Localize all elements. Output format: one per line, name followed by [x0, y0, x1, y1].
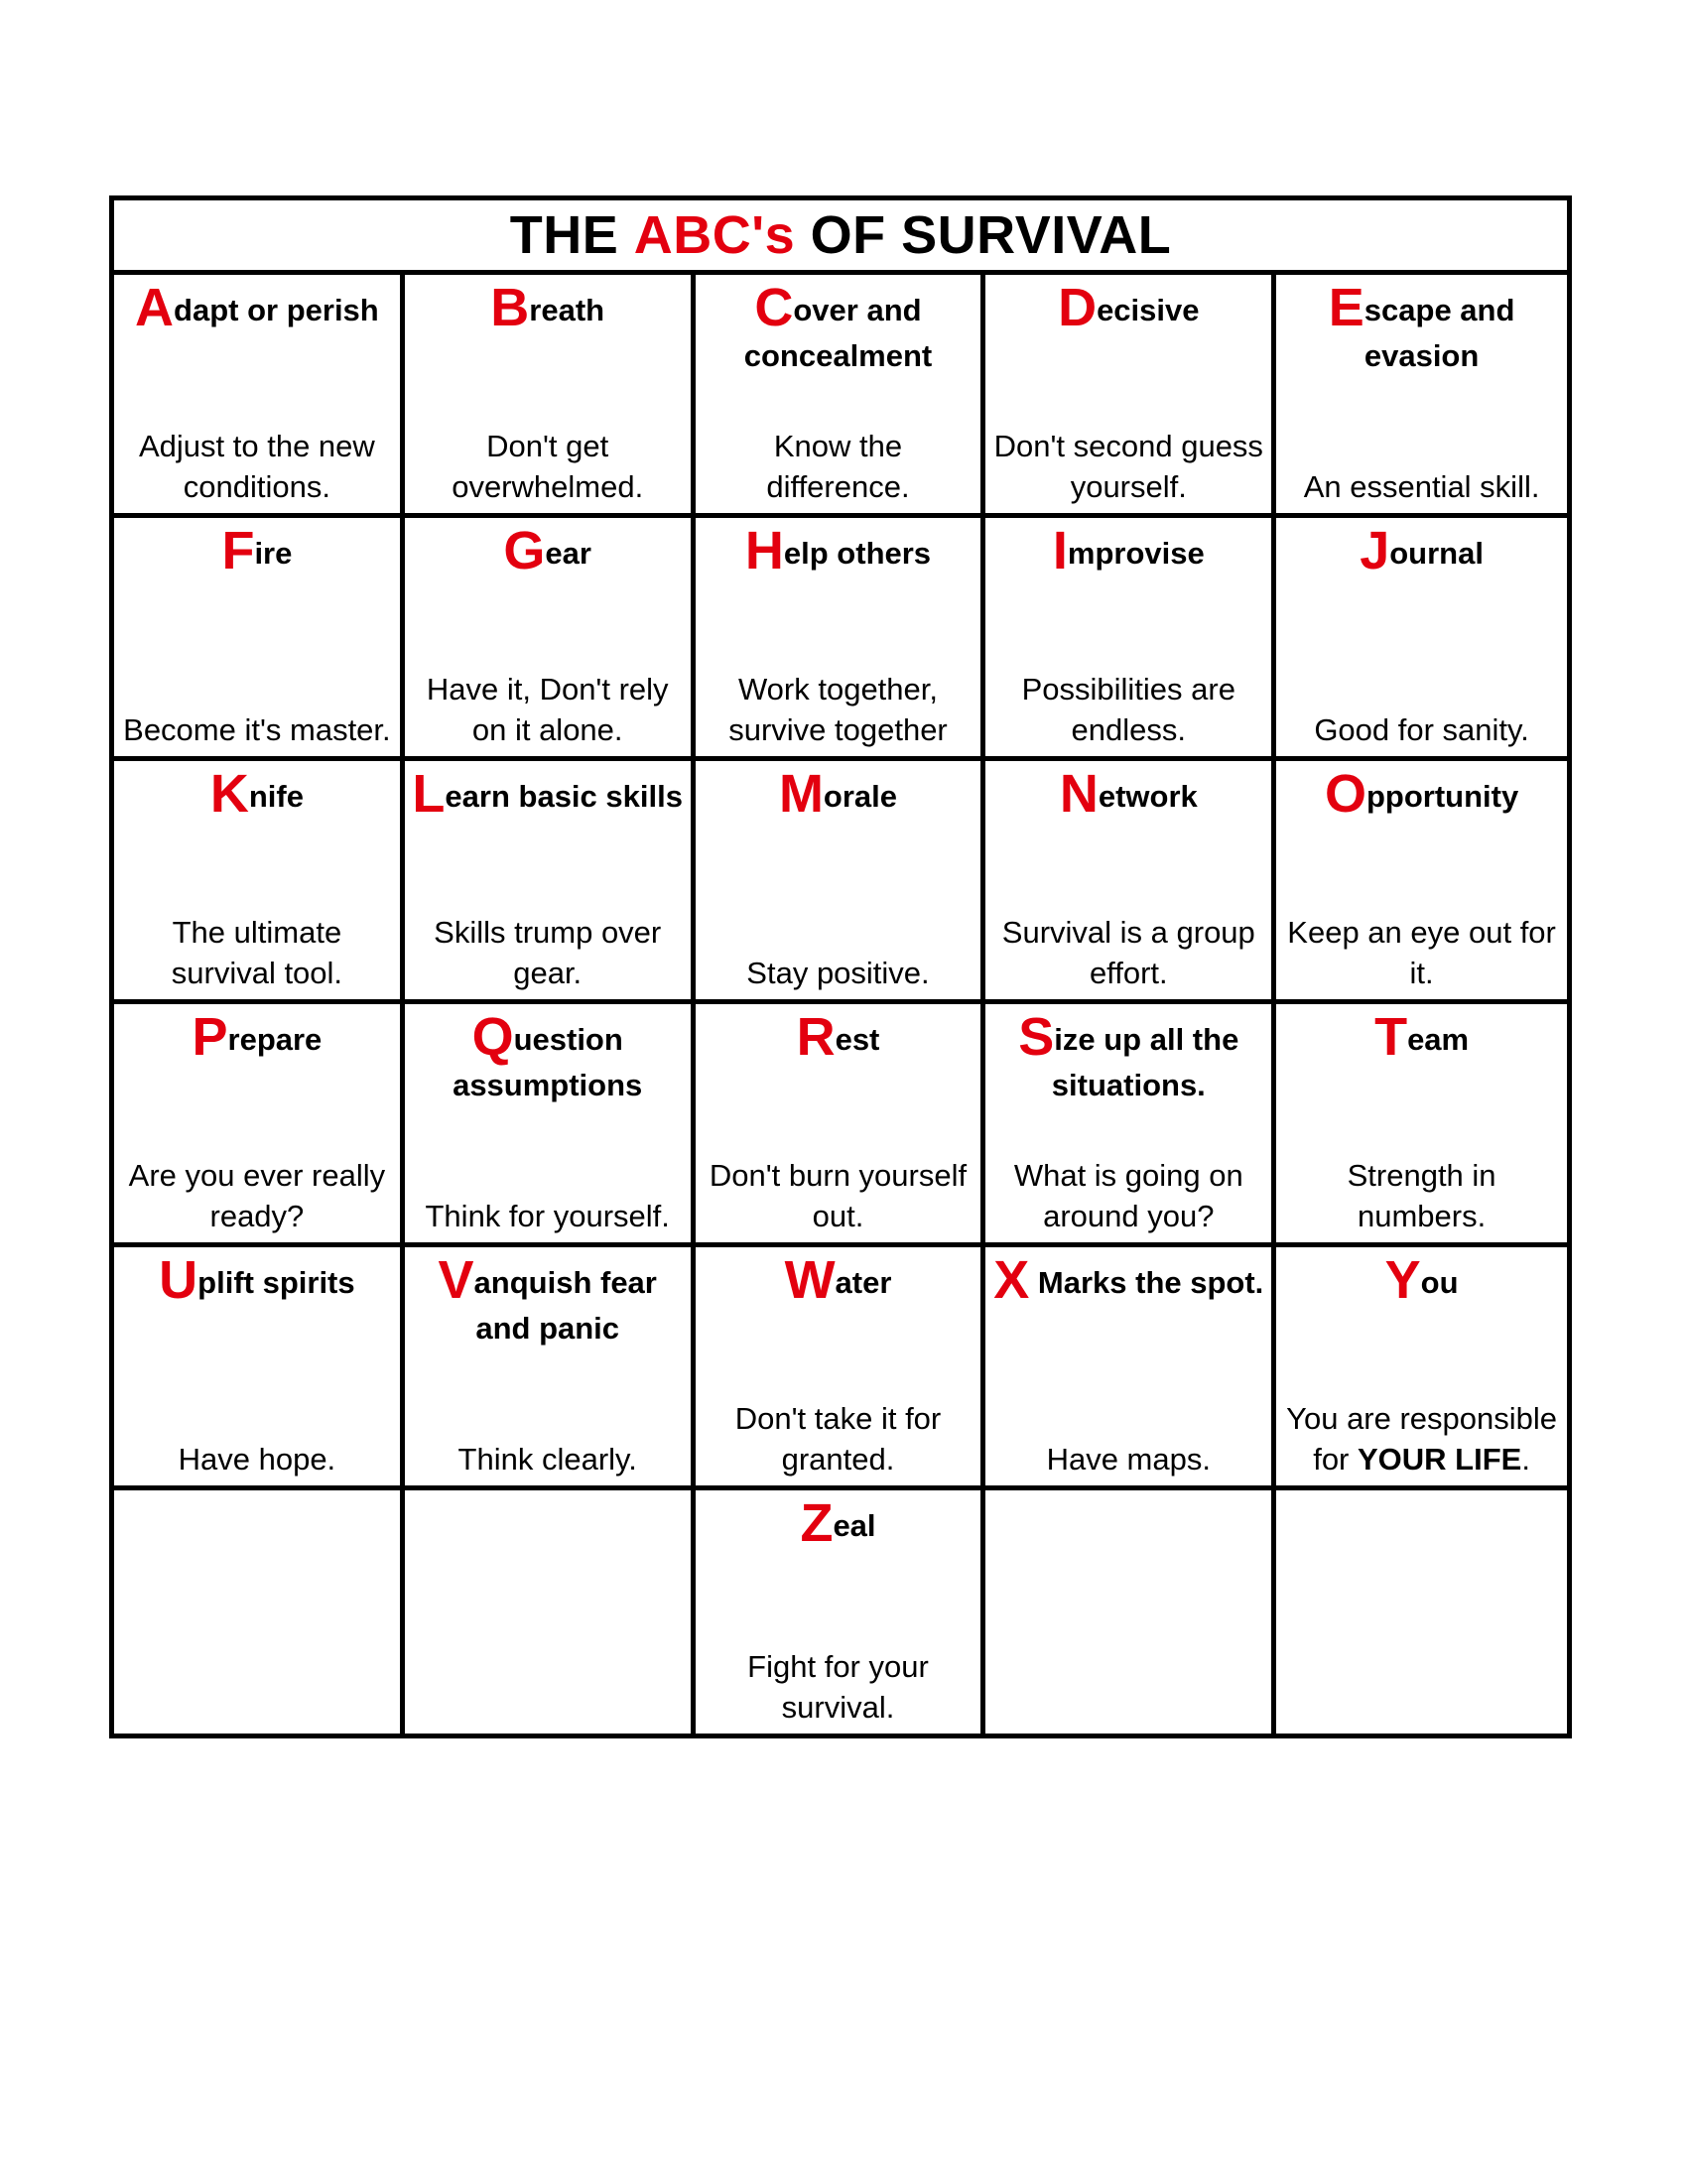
description-text: Know the difference.	[766, 429, 910, 504]
title-accent: ABC's	[633, 205, 796, 265]
cell-heading	[702, 278, 975, 379]
letter-cell-u	[114, 1247, 405, 1490]
empty-cell	[1276, 1490, 1567, 1734]
heading-rest: ear	[545, 536, 591, 571]
heading-initial-letter: X	[993, 1250, 1030, 1310]
description-text: Stay positive.	[746, 956, 930, 990]
page-title	[114, 200, 1567, 275]
description-text: Have hope.	[178, 1442, 336, 1477]
description-text: Work together, survive together	[728, 672, 948, 747]
description-text: Possibilities are endless.	[1021, 672, 1235, 747]
heading-rest: ecisive	[1097, 293, 1200, 327]
description-text: Have maps.	[1046, 1442, 1211, 1477]
cell-heading	[411, 764, 685, 824]
letter-cell-s	[985, 1004, 1276, 1247]
description-text: Think for yourself.	[425, 1199, 670, 1233]
letter-cell-f	[114, 518, 405, 761]
heading-rest: ou	[1420, 1265, 1459, 1300]
cell-description	[1282, 709, 1561, 750]
description-text: What is going on around you?	[1013, 1158, 1243, 1233]
cell-description	[411, 669, 685, 750]
cell-heading	[1282, 1250, 1561, 1310]
letter-cell-m	[696, 761, 986, 1004]
heading-rest: repare	[227, 1022, 323, 1057]
heading-initial-letter: U	[159, 1250, 198, 1310]
heading-rest: plift spirits	[197, 1265, 355, 1300]
heading-rest: ater	[835, 1265, 892, 1300]
cell-heading	[1282, 1007, 1561, 1067]
heading-initial-letter: C	[754, 278, 794, 337]
heading-rest: over and concealment	[743, 293, 933, 373]
heading-rest: est	[835, 1022, 880, 1057]
heading-rest: reath	[529, 293, 605, 327]
description-emphasis: YOUR LIFE	[1358, 1442, 1522, 1477]
heading-rest: pportunity	[1365, 779, 1519, 814]
cell-description	[702, 953, 975, 993]
cell-description	[411, 1196, 685, 1236]
heading-initial-letter: R	[796, 1007, 836, 1067]
heading-rest: orale	[823, 779, 898, 814]
heading-initial-letter: K	[209, 764, 249, 824]
letter-cell-c	[696, 275, 986, 518]
heading-initial-letter: Y	[1384, 1250, 1421, 1310]
description-text: Are you ever really ready?	[128, 1158, 386, 1233]
heading-rest: ire	[254, 536, 293, 571]
heading-rest: ize up all the situations.	[1051, 1022, 1247, 1102]
letter-cell-j	[1276, 518, 1567, 761]
cell-description	[411, 426, 685, 507]
description-text: You are responsible for	[1286, 1401, 1558, 1477]
description-text: Don't get overwhelmed.	[452, 429, 644, 504]
cell-heading	[991, 278, 1265, 337]
cell-description	[991, 669, 1265, 750]
heading-initial-letter: J	[1360, 521, 1390, 580]
description-text: Strength in numbers.	[1347, 1158, 1496, 1233]
heading-initial-letter: T	[1374, 1007, 1408, 1067]
heading-initial-letter: N	[1059, 764, 1099, 824]
letter-cell-q	[405, 1004, 696, 1247]
description-text: Become it's master.	[123, 712, 391, 747]
cell-description	[120, 709, 394, 750]
cell-description	[702, 1155, 975, 1236]
empty-cell	[405, 1490, 696, 1734]
heading-rest: mprovise	[1067, 536, 1205, 571]
letter-cell-d	[985, 275, 1276, 518]
cell-description	[991, 912, 1265, 993]
cell-description	[1282, 912, 1561, 993]
cell-description	[120, 912, 394, 993]
cell-description	[120, 1155, 394, 1236]
heading-rest: dapt or perish	[174, 293, 379, 327]
cell-description	[991, 426, 1265, 507]
cell-heading	[1282, 278, 1561, 379]
heading-initial-letter: O	[1324, 764, 1366, 824]
description-text: Adjust to the new conditions.	[138, 429, 375, 504]
heading-initial-letter: W	[784, 1250, 836, 1310]
cell-heading	[411, 1007, 685, 1108]
cell-heading	[1282, 521, 1561, 580]
heading-initial-letter: F	[221, 521, 255, 580]
letter-cell-n	[985, 761, 1276, 1004]
letter-cell-b	[405, 275, 696, 518]
cell-heading	[702, 521, 975, 580]
description-text: The ultimate survival tool.	[171, 915, 343, 990]
heading-initial-letter: H	[744, 521, 784, 580]
empty-cell	[114, 1490, 405, 1734]
heading-rest: ournal	[1389, 536, 1484, 571]
heading-rest: eam	[1407, 1022, 1470, 1057]
letter-cell-i	[985, 518, 1276, 761]
cell-heading	[120, 278, 394, 337]
heading-initial-letter: M	[778, 764, 824, 824]
abc-grid	[114, 275, 1567, 1734]
cell-description	[120, 1439, 394, 1479]
cell-heading	[1282, 764, 1561, 824]
letter-cell-e	[1276, 275, 1567, 518]
empty-cell	[985, 1490, 1276, 1734]
description-text: Fight for your survival.	[747, 1649, 929, 1725]
description-text: Survival is a group effort.	[1001, 915, 1255, 990]
description-tail: .	[1521, 1442, 1530, 1477]
heading-initial-letter: B	[490, 278, 530, 337]
heading-rest: earn basic skills	[445, 779, 683, 814]
cell-heading	[991, 764, 1265, 824]
cell-heading	[411, 278, 685, 337]
cell-heading	[991, 521, 1265, 580]
letter-cell-z	[696, 1490, 986, 1734]
cell-description	[702, 1646, 975, 1728]
letter-cell-a	[114, 275, 405, 518]
letter-cell-v	[405, 1247, 696, 1490]
heading-rest: eal	[833, 1508, 876, 1543]
letter-cell-o	[1276, 761, 1567, 1004]
description-text: Don't second guess yourself.	[993, 429, 1263, 504]
heading-initial-letter: V	[438, 1250, 474, 1310]
cell-heading	[411, 1250, 685, 1351]
cell-heading	[120, 521, 394, 580]
cell-description	[411, 912, 685, 993]
heading-initial-letter: D	[1058, 278, 1098, 337]
cell-description	[411, 1439, 685, 1479]
letter-cell-h	[696, 518, 986, 761]
cell-heading	[120, 1007, 394, 1067]
letter-cell-r	[696, 1004, 986, 1247]
heading-rest: uestion assumptions	[453, 1022, 643, 1102]
title-prefix: THE	[509, 205, 634, 265]
cell-heading	[702, 764, 975, 824]
heading-initial-letter: E	[1328, 278, 1364, 337]
description-text: Good for sanity.	[1314, 712, 1529, 747]
heading-rest: anquish fear and panic	[473, 1265, 666, 1346]
heading-initial-letter: I	[1052, 521, 1068, 580]
description-text: Don't take it for granted.	[734, 1401, 942, 1477]
letter-cell-t	[1276, 1004, 1567, 1247]
heading-initial-letter: G	[503, 521, 546, 580]
heading-rest: Marks the spot.	[1029, 1265, 1264, 1300]
title-suffix: OF SURVIVAL	[795, 205, 1172, 265]
description-text: Think clearly.	[457, 1442, 637, 1477]
cell-description	[1282, 466, 1561, 507]
letter-cell-p	[114, 1004, 405, 1247]
letter-cell-k	[114, 761, 405, 1004]
cell-description	[991, 1155, 1265, 1236]
cell-heading	[991, 1250, 1265, 1310]
cell-description	[991, 1439, 1265, 1479]
heading-initial-letter: A	[135, 278, 175, 337]
cell-heading	[702, 1493, 975, 1553]
heading-initial-letter: L	[412, 764, 446, 824]
cell-heading	[702, 1250, 975, 1310]
cell-heading	[120, 764, 394, 824]
description-text: An essential skill.	[1303, 469, 1540, 504]
cell-description	[702, 426, 975, 507]
heading-initial-letter: Q	[471, 1007, 514, 1067]
heading-initial-letter: Z	[800, 1493, 834, 1553]
cell-description	[1282, 1155, 1561, 1236]
letter-cell-g	[405, 518, 696, 761]
heading-rest: scape and evasion	[1363, 293, 1524, 373]
description-text: Have it, Don't rely on it alone.	[426, 672, 669, 747]
cell-description	[702, 669, 975, 750]
cell-heading	[702, 1007, 975, 1067]
cell-heading	[120, 1250, 394, 1310]
survival-abc-board	[109, 195, 1572, 1738]
heading-rest: etwork	[1098, 779, 1198, 814]
letter-cell-y	[1276, 1247, 1567, 1490]
description-text: Keep an eye out for it.	[1287, 915, 1556, 990]
letter-cell-x	[985, 1247, 1276, 1490]
cell-description	[1282, 1398, 1561, 1479]
cell-description	[702, 1398, 975, 1479]
heading-initial-letter: P	[192, 1007, 228, 1067]
letter-cell-w	[696, 1247, 986, 1490]
heading-rest: elp others	[783, 536, 932, 571]
cell-heading	[991, 1007, 1265, 1108]
cell-heading	[411, 521, 685, 580]
letter-cell-l	[405, 761, 696, 1004]
cell-description	[120, 426, 394, 507]
description-text: Skills trump over gear.	[434, 915, 662, 990]
heading-rest: nife	[248, 779, 304, 814]
description-text: Don't burn yourself out.	[709, 1158, 968, 1233]
heading-initial-letter: S	[1018, 1007, 1055, 1067]
